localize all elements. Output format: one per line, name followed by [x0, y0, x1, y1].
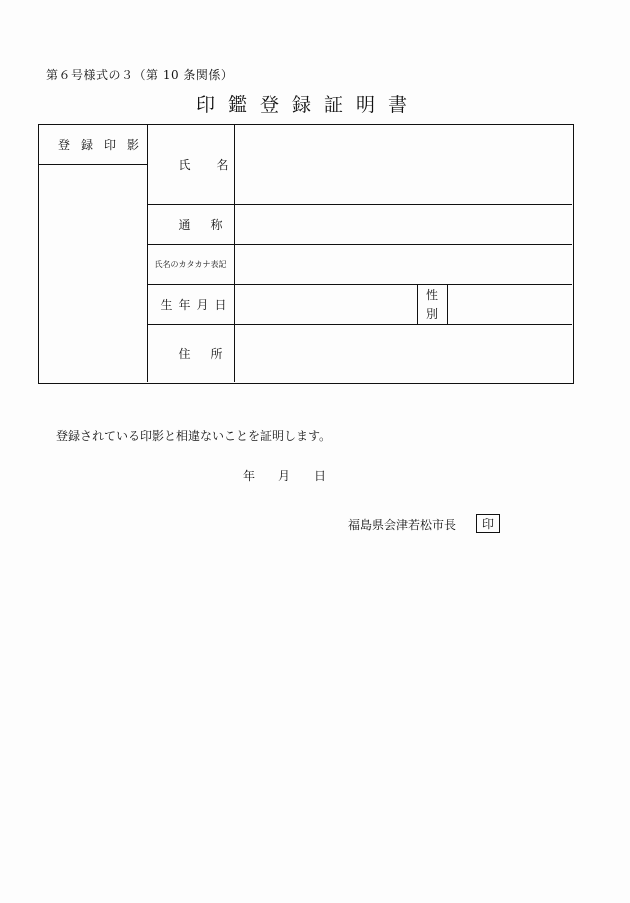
name-label: 氏名 [178, 158, 255, 172]
issuer-name: 福島県会津若松市長 [348, 518, 457, 532]
date-month: 月 [278, 469, 291, 483]
certificate-table [38, 124, 574, 384]
date-of-birth-label: 生年月日 [160, 297, 233, 312]
document-title: 印鑑登録証明書 [196, 94, 421, 116]
katakana-name-label: 氏名のカタカナ表記 [154, 259, 227, 269]
certification-statement: 登録されている印影と相違ないことを証明します。 [56, 429, 332, 443]
official-seal-box: 印 [476, 514, 500, 533]
seal-impression-label: 登録印影 [57, 138, 150, 152]
date-year: 年 [243, 469, 256, 483]
form-number: 第６号様式の３（第 10 条関係） [46, 68, 234, 82]
gender-label: 性 別 [425, 288, 438, 321]
address-label: 住所 [178, 346, 243, 361]
date-day: 日 [314, 469, 327, 483]
alias-label: 通称 [178, 217, 243, 232]
